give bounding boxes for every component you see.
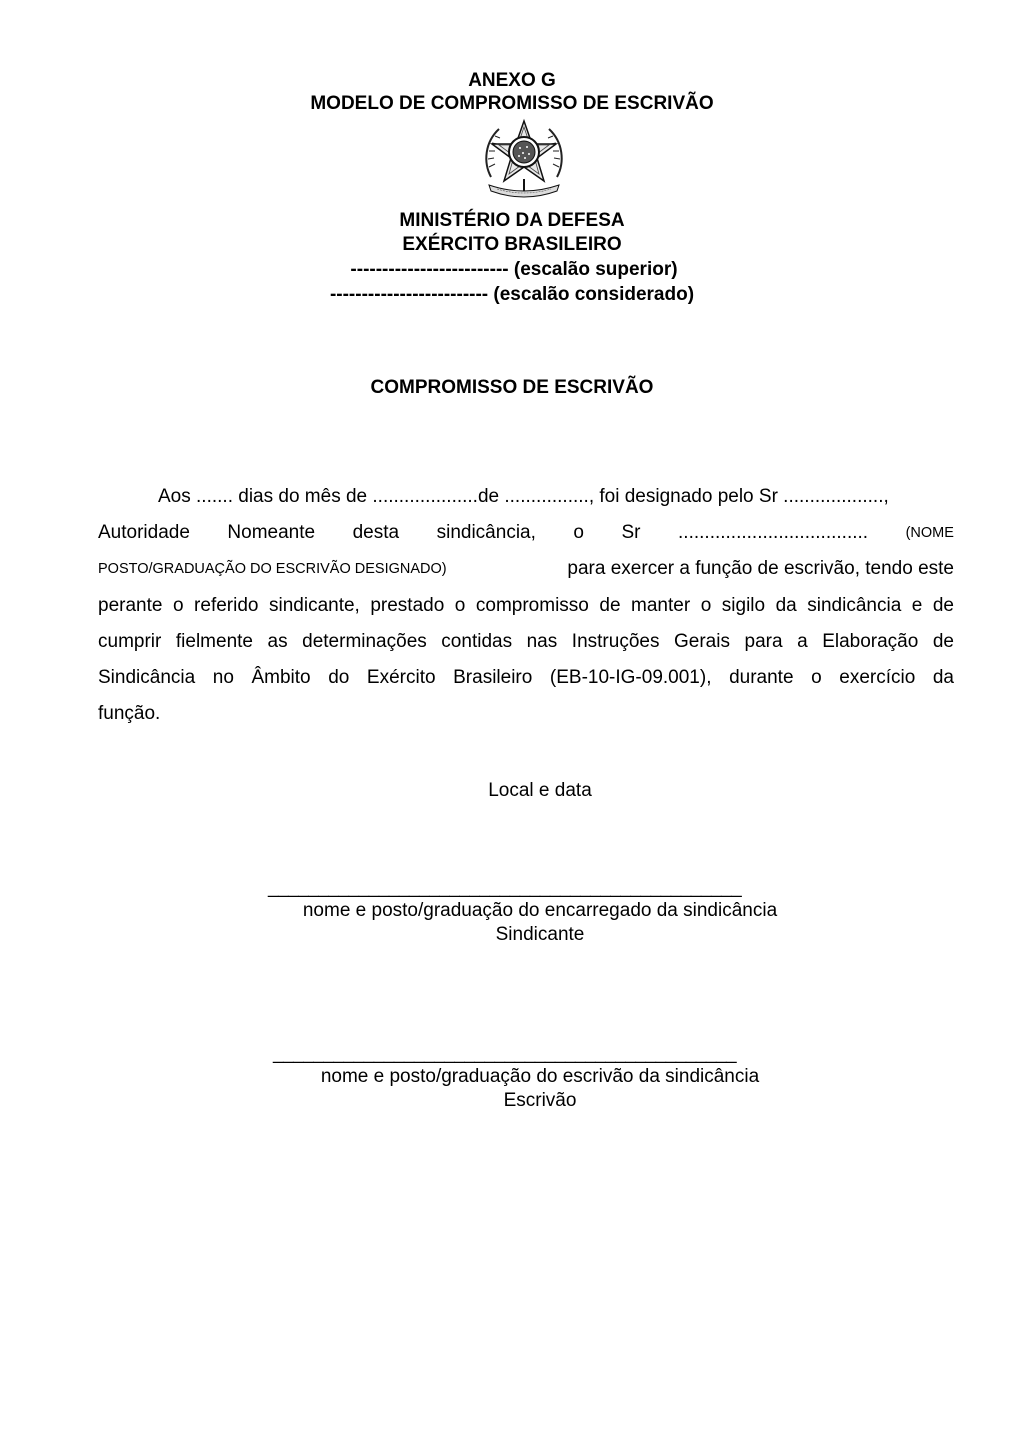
body-word: sindicância, (436, 522, 536, 544)
body-line-5: cumprir fielmente as determinações contidas nas Instruções Gerais para a Elaboração de (98, 630, 954, 652)
body-word: Autoridade (98, 522, 190, 544)
body-line-1-text: Aos ....... dias do mês de ....................de ................, foi designado pelo Sr ..................., (158, 486, 889, 507)
echelon-superior: ------------------------- (escalão superior) (350, 259, 678, 280)
body-line-7: função. (98, 703, 161, 725)
sindicante-signature-line: _______________________________________________ (268, 877, 742, 898)
body-line-4: perante o referido sindicante, prestado o compromisso de manter o sigilo da sindicância e de (98, 594, 954, 616)
document-title: COMPROMISSO DE ESCRIVÃO (370, 377, 654, 398)
body-word: .................................... (678, 522, 869, 544)
sindicante-role: Sindicante (495, 924, 585, 945)
body-word: Sr (621, 522, 641, 544)
annex-heading: ANEXO G (468, 70, 556, 91)
body-line-3-small: POSTO/GRADUAÇÃO DO ESCRIVÃO DESIGNADO) (98, 561, 447, 578)
body-word: Nomeante (227, 522, 316, 544)
army-name: EXÉRCITO BRASILEIRO (402, 234, 622, 255)
escrivao-role: Escrivão (503, 1090, 577, 1111)
body-line-2 (98, 515, 954, 551)
escrivao-signature-line: ______________________________________________ (273, 1043, 737, 1064)
sindicante-name: nome e posto/graduação do encarregado da sindicância (302, 900, 778, 921)
ministry-name: MINISTÉRIO DA DEFESA (399, 210, 625, 231)
place-and-date: Local e data (488, 780, 592, 801)
body-paragraph (98, 479, 954, 732)
body-word: (NOME (905, 525, 954, 542)
body-line-1 (98, 479, 954, 515)
body-line-3-rest: para exercer a função de escrivão, tendo este (567, 558, 954, 580)
escrivao-name: nome e posto/graduação do escrivão da sindicância (320, 1066, 760, 1087)
body-word: o (573, 522, 584, 544)
body-line-3 (98, 551, 954, 587)
brazil-coat-of-arms-icon (477, 117, 571, 199)
body-line-6: Sindicância no Âmbito do Exército Brasileiro (EB-10-IG-09.001), durante o exercício da (98, 667, 954, 689)
body-word: desta (352, 522, 400, 544)
model-title: MODELO DE COMPROMISSO DE ESCRIVÃO (310, 93, 714, 114)
echelon-considered: ------------------------- (escalão considerado) (329, 284, 695, 305)
